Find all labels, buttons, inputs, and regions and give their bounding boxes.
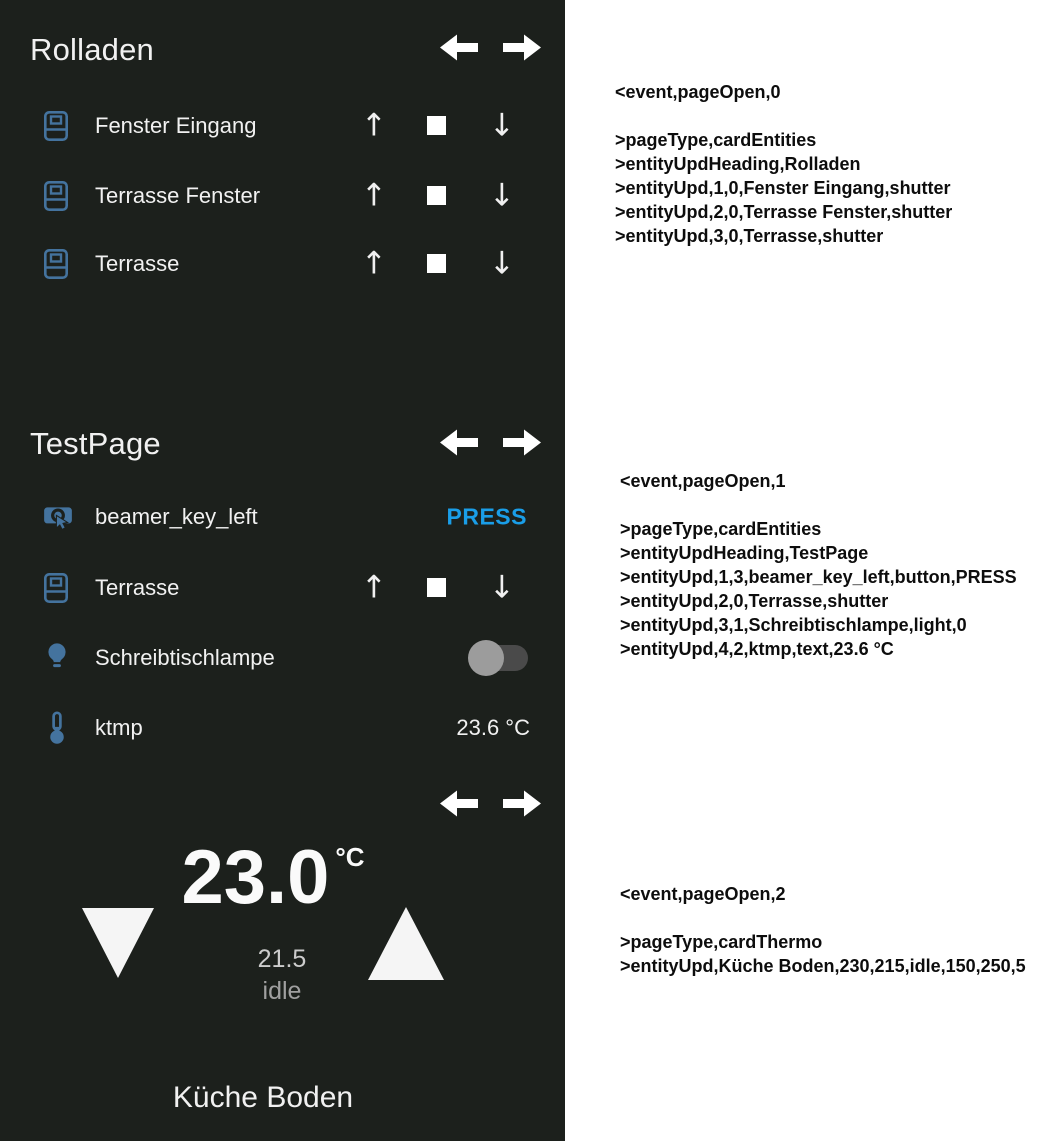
entity-row	[0, 236, 565, 292]
shutter-stop-button[interactable]	[427, 116, 446, 135]
protocol-line: >entityUpd,Küche Boden,230,215,idle,150,250,5	[620, 956, 1026, 976]
entity-label: Fenster Eingang	[95, 113, 257, 138]
shutter-up-button[interactable]: ↑	[361, 245, 387, 282]
protocol-block-page2	[620, 882, 1026, 978]
shutter-stop-button[interactable]	[427, 254, 446, 273]
protocol-line: >entityUpdHeading,Rolladen	[615, 154, 861, 174]
window-shutter-icon	[44, 573, 68, 603]
prev-page-arrow-icon[interactable]	[440, 33, 478, 62]
entity-row	[0, 98, 565, 154]
page-title: Rolladen	[30, 32, 154, 67]
protocol-event-line: <event,pageOpen,2	[620, 884, 786, 904]
entity-row	[0, 560, 565, 616]
hvac-state: idle	[262, 977, 302, 1005]
shutter-stop-button[interactable]	[427, 186, 446, 205]
protocol-event-line: <event,pageOpen,1	[620, 471, 786, 491]
protocol-line: >entityUpd,2,0,Terrasse,shutter	[620, 591, 889, 611]
window-shutter-icon	[44, 181, 68, 211]
gesture-tap-button-icon	[42, 501, 74, 533]
shutter-stop-button[interactable]	[427, 578, 446, 597]
thermometer-icon	[48, 711, 66, 745]
protocol-line: >entityUpd,1,3,beamer_key_left,button,PRESS	[620, 567, 1017, 587]
entity-label: Schreibtischlampe	[95, 645, 275, 670]
entity-label: Terrasse	[95, 251, 180, 276]
temperature-unit: °C	[335, 842, 365, 872]
thermostat-title: Küche Boden	[172, 1081, 354, 1114]
entity-label: Terrasse Fenster	[95, 183, 261, 208]
protocol-line: >entityUpd,3,1,Schreibtischlampe,light,0	[620, 615, 967, 635]
page-title: TestPage	[30, 426, 161, 461]
light-toggle-switch[interactable]	[470, 645, 528, 671]
current-temperature-value: 23.0	[181, 835, 330, 920]
next-page-arrow-icon[interactable]	[503, 428, 541, 457]
shutter-up-button[interactable]: ↑	[361, 569, 387, 606]
current-temperature	[0, 835, 546, 920]
entity-label: ktmp	[95, 715, 143, 740]
prev-page-arrow-icon[interactable]	[440, 789, 478, 818]
entity-label: beamer_key_left	[95, 504, 258, 529]
protocol-block-page0	[615, 80, 952, 248]
protocol-line: >entityUpd,2,0,Terrasse Fenster,shutter	[615, 202, 953, 222]
entity-row	[0, 168, 565, 224]
protocol-line: >pageType,cardThermo	[620, 932, 823, 952]
toggle-knob	[468, 640, 504, 676]
protocol-block-page1	[620, 469, 1017, 661]
shutter-down-button[interactable]: ↓	[489, 107, 515, 144]
window-shutter-icon	[44, 249, 68, 279]
protocol-line: >pageType,cardEntities	[615, 130, 817, 150]
protocol-line: >entityUpdHeading,TestPage	[620, 543, 869, 563]
protocol-line: >entityUpd,3,0,Terrasse,shutter	[615, 226, 884, 246]
protocol-line: >pageType,cardEntities	[620, 519, 822, 539]
press-button[interactable]: PRESS	[446, 503, 527, 530]
prev-page-arrow-icon[interactable]	[440, 428, 478, 457]
shutter-up-button[interactable]: ↑	[361, 107, 387, 144]
shutter-down-button[interactable]: ↓	[489, 177, 515, 214]
shutter-down-button[interactable]: ↓	[489, 245, 515, 282]
shutter-up-button[interactable]: ↑	[361, 177, 387, 214]
window-shutter-icon	[44, 111, 68, 141]
next-page-arrow-icon[interactable]	[503, 789, 541, 818]
entity-row	[0, 700, 565, 756]
shutter-down-button[interactable]: ↓	[489, 569, 515, 606]
entity-label: Terrasse	[95, 575, 180, 600]
next-page-arrow-icon[interactable]	[503, 33, 541, 62]
entity-row	[0, 630, 565, 686]
entity-row	[0, 489, 565, 545]
protocol-line: >entityUpd,1,0,Fenster Eingang,shutter	[615, 178, 951, 198]
target-temperature: 21.5	[257, 945, 307, 973]
lightbulb-icon	[44, 642, 70, 675]
sensor-value: 23.6 °C	[456, 715, 530, 740]
protocol-event-line: <event,pageOpen,0	[615, 82, 781, 102]
protocol-line: >entityUpd,4,2,ktmp,text,23.6 °C	[620, 639, 894, 659]
